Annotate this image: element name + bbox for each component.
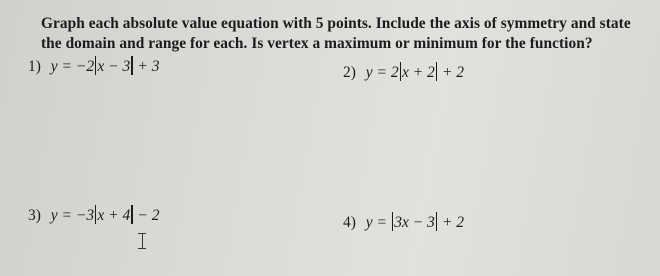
abs-bar-right [436, 212, 437, 231]
equation-tail: + 3 [137, 58, 160, 75]
problem-1 [28, 56, 160, 76]
abs-bar-right [131, 205, 132, 224]
equation-lhs: y = −3 [50, 207, 95, 224]
equation [366, 214, 464, 231]
equation [51, 58, 160, 75]
equation [51, 207, 160, 224]
equation-abs-inner: 3x − 3 [394, 214, 435, 231]
problem-number: 2) [343, 64, 356, 81]
equation-abs-inner: x − 3 [97, 58, 131, 75]
equation-tail: + 2 [441, 64, 465, 81]
problem-number: 1) [28, 58, 41, 75]
equation-tail: − 2 [137, 207, 160, 224]
equation [366, 64, 464, 81]
abs-bar-left [392, 212, 393, 231]
instructions-text: Graph each absolute value equation with 5 points. Include the axis of symmetry and state the domain and range for each. Is vertex a maximum or minimum for the function? [41, 15, 631, 52]
abs-bar-right [436, 62, 437, 81]
equation-tail: + 2 [441, 214, 465, 231]
abs-bar-right [131, 56, 132, 75]
problem-2 [343, 62, 464, 82]
problem-4 [343, 212, 464, 232]
equation-lhs: y = [365, 214, 391, 231]
text-cursor-icon [138, 233, 146, 249]
equation-lhs: y = −2 [50, 58, 95, 75]
equation-lhs: y = 2 [365, 64, 399, 81]
equation-abs-inner: x + 2 [401, 64, 435, 81]
equation-abs-inner: x + 4 [97, 207, 131, 224]
problem-number: 4) [343, 214, 356, 231]
problem-3 [28, 205, 160, 225]
problem-number: 3) [28, 207, 41, 224]
abs-bar-left [400, 62, 401, 81]
